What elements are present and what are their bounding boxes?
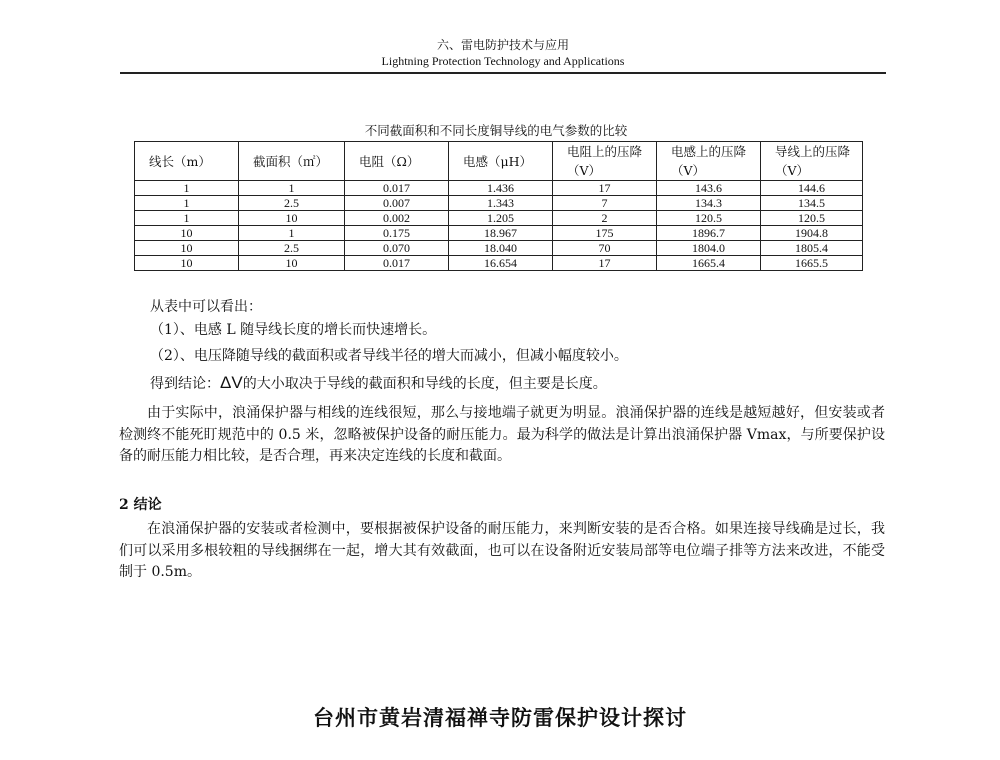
table-cell: 134.3	[657, 196, 761, 211]
table-cell: 2.5	[239, 196, 345, 211]
column-header: 导线上的压降（V）	[761, 142, 863, 181]
chapter-title-en: Lightning Protection Technology and Applications	[381, 54, 625, 68]
table-cell: 16.654	[449, 256, 553, 271]
table-cell: 1.343	[449, 196, 553, 211]
analysis-paragraph: 由于实际中，浪涌保护器与相线的连线很短，那么与接地端子就更为明显。浪涌保护器的连线是越短越好，但安装或者检测终不能死盯规范中的 0.5 米，忽略被保护设备的耐压能力。最为科学的做法是计算出浪涌保护器 Vmax，与所要保护设备的耐压能力相比较，是否合理，再来决定连线的长度和截面。	[119, 405, 885, 465]
table-cell: 1665.5	[761, 256, 863, 271]
column-header: 电阻上的压降（V）	[553, 142, 657, 181]
conclusion-paragraph: 在浪涌保护器的安装或者检测中，要根据被保护设备的耐压能力，来判断安装的是否合格。如果连接导线确是过长，我们可以采用多根较粗的导线捆绑在一起，增大其有效截面，也可以在设备附近安装局部等电位端子排等方法来改进，不能受制于 0.5m。	[119, 521, 885, 581]
conclusion-line	[150, 372, 607, 395]
section-heading: 2 结论	[119, 497, 162, 513]
table-cell: 18.967	[449, 226, 553, 241]
table-cell: 1	[135, 181, 239, 196]
table-cell: 1904.8	[761, 226, 863, 241]
table-cell: 1	[135, 211, 239, 226]
table-cell: 1	[239, 226, 345, 241]
table-cell: 0.070	[345, 241, 449, 256]
table-cell: 144.6	[761, 181, 863, 196]
table-cell: 10	[239, 211, 345, 226]
running-header	[120, 36, 886, 74]
table-cell: 70	[553, 241, 657, 256]
table-caption: 不同截面积和不同长度铜导线的电气参数的比较	[364, 123, 628, 138]
table-cell: 0.002	[345, 211, 449, 226]
column-header: 截面积（㎡）	[239, 142, 345, 181]
table-row	[135, 196, 863, 211]
table-cell: 10	[239, 256, 345, 271]
conclusion-label: 得到结论：	[150, 376, 220, 392]
table-cell: 120.5	[761, 211, 863, 226]
column-header: 线长（m）	[135, 142, 239, 181]
delta-v-symbol: ΔV	[220, 373, 243, 392]
column-header: 电阻（Ω）	[345, 142, 449, 181]
comparison-table	[134, 141, 863, 271]
column-header: 电感（μH）	[449, 142, 553, 181]
table-cell: 143.6	[657, 181, 761, 196]
table-header-row	[135, 142, 863, 181]
table-cell: 17	[553, 181, 657, 196]
article-title: 台州市黄岩清福禅寺防雷保护设计探讨	[313, 706, 687, 730]
finding-2: （2）、电压降随导线的截面积或者导线半径的增大而减小，但减小幅度较小。	[150, 348, 628, 364]
table-row	[135, 181, 863, 196]
table-cell: 1	[135, 196, 239, 211]
table-cell: 2	[553, 211, 657, 226]
column-header: 电感上的压降（V）	[657, 142, 761, 181]
table-cell: 10	[135, 226, 239, 241]
table-cell: 120.5	[657, 211, 761, 226]
table-cell: 0.175	[345, 226, 449, 241]
table-cell: 1.205	[449, 211, 553, 226]
table-cell: 18.040	[449, 241, 553, 256]
table-cell: 0.017	[345, 181, 449, 196]
table-cell: 0.007	[345, 196, 449, 211]
table-cell: 10	[135, 256, 239, 271]
table-row	[135, 241, 863, 256]
table-cell: 7	[553, 196, 657, 211]
table-cell: 0.017	[345, 256, 449, 271]
table-row	[135, 226, 863, 241]
chapter-title-cn: 六、雷电防护技术与应用	[436, 38, 569, 52]
intro-text: 从表中可以看出：	[150, 299, 262, 315]
conclusion-text: 的大小取决于导线的截面积和导线的长度，但主要是长度。	[242, 376, 607, 392]
table-cell: 175	[553, 226, 657, 241]
finding-1: （1）、电感 L 随导线长度的增长而快速增长。	[150, 322, 437, 338]
table-cell: 10	[135, 241, 239, 256]
table-cell: 1896.7	[657, 226, 761, 241]
table-cell: 17	[553, 256, 657, 271]
table-cell: 1665.4	[657, 256, 761, 271]
table-cell: 1.436	[449, 181, 553, 196]
table-cell: 1804.0	[657, 241, 761, 256]
table-cell: 2.5	[239, 241, 345, 256]
table-cell: 1805.4	[761, 241, 863, 256]
table-row	[135, 256, 863, 271]
table-row	[135, 211, 863, 226]
table-cell: 134.5	[761, 196, 863, 211]
table-cell: 1	[239, 181, 345, 196]
